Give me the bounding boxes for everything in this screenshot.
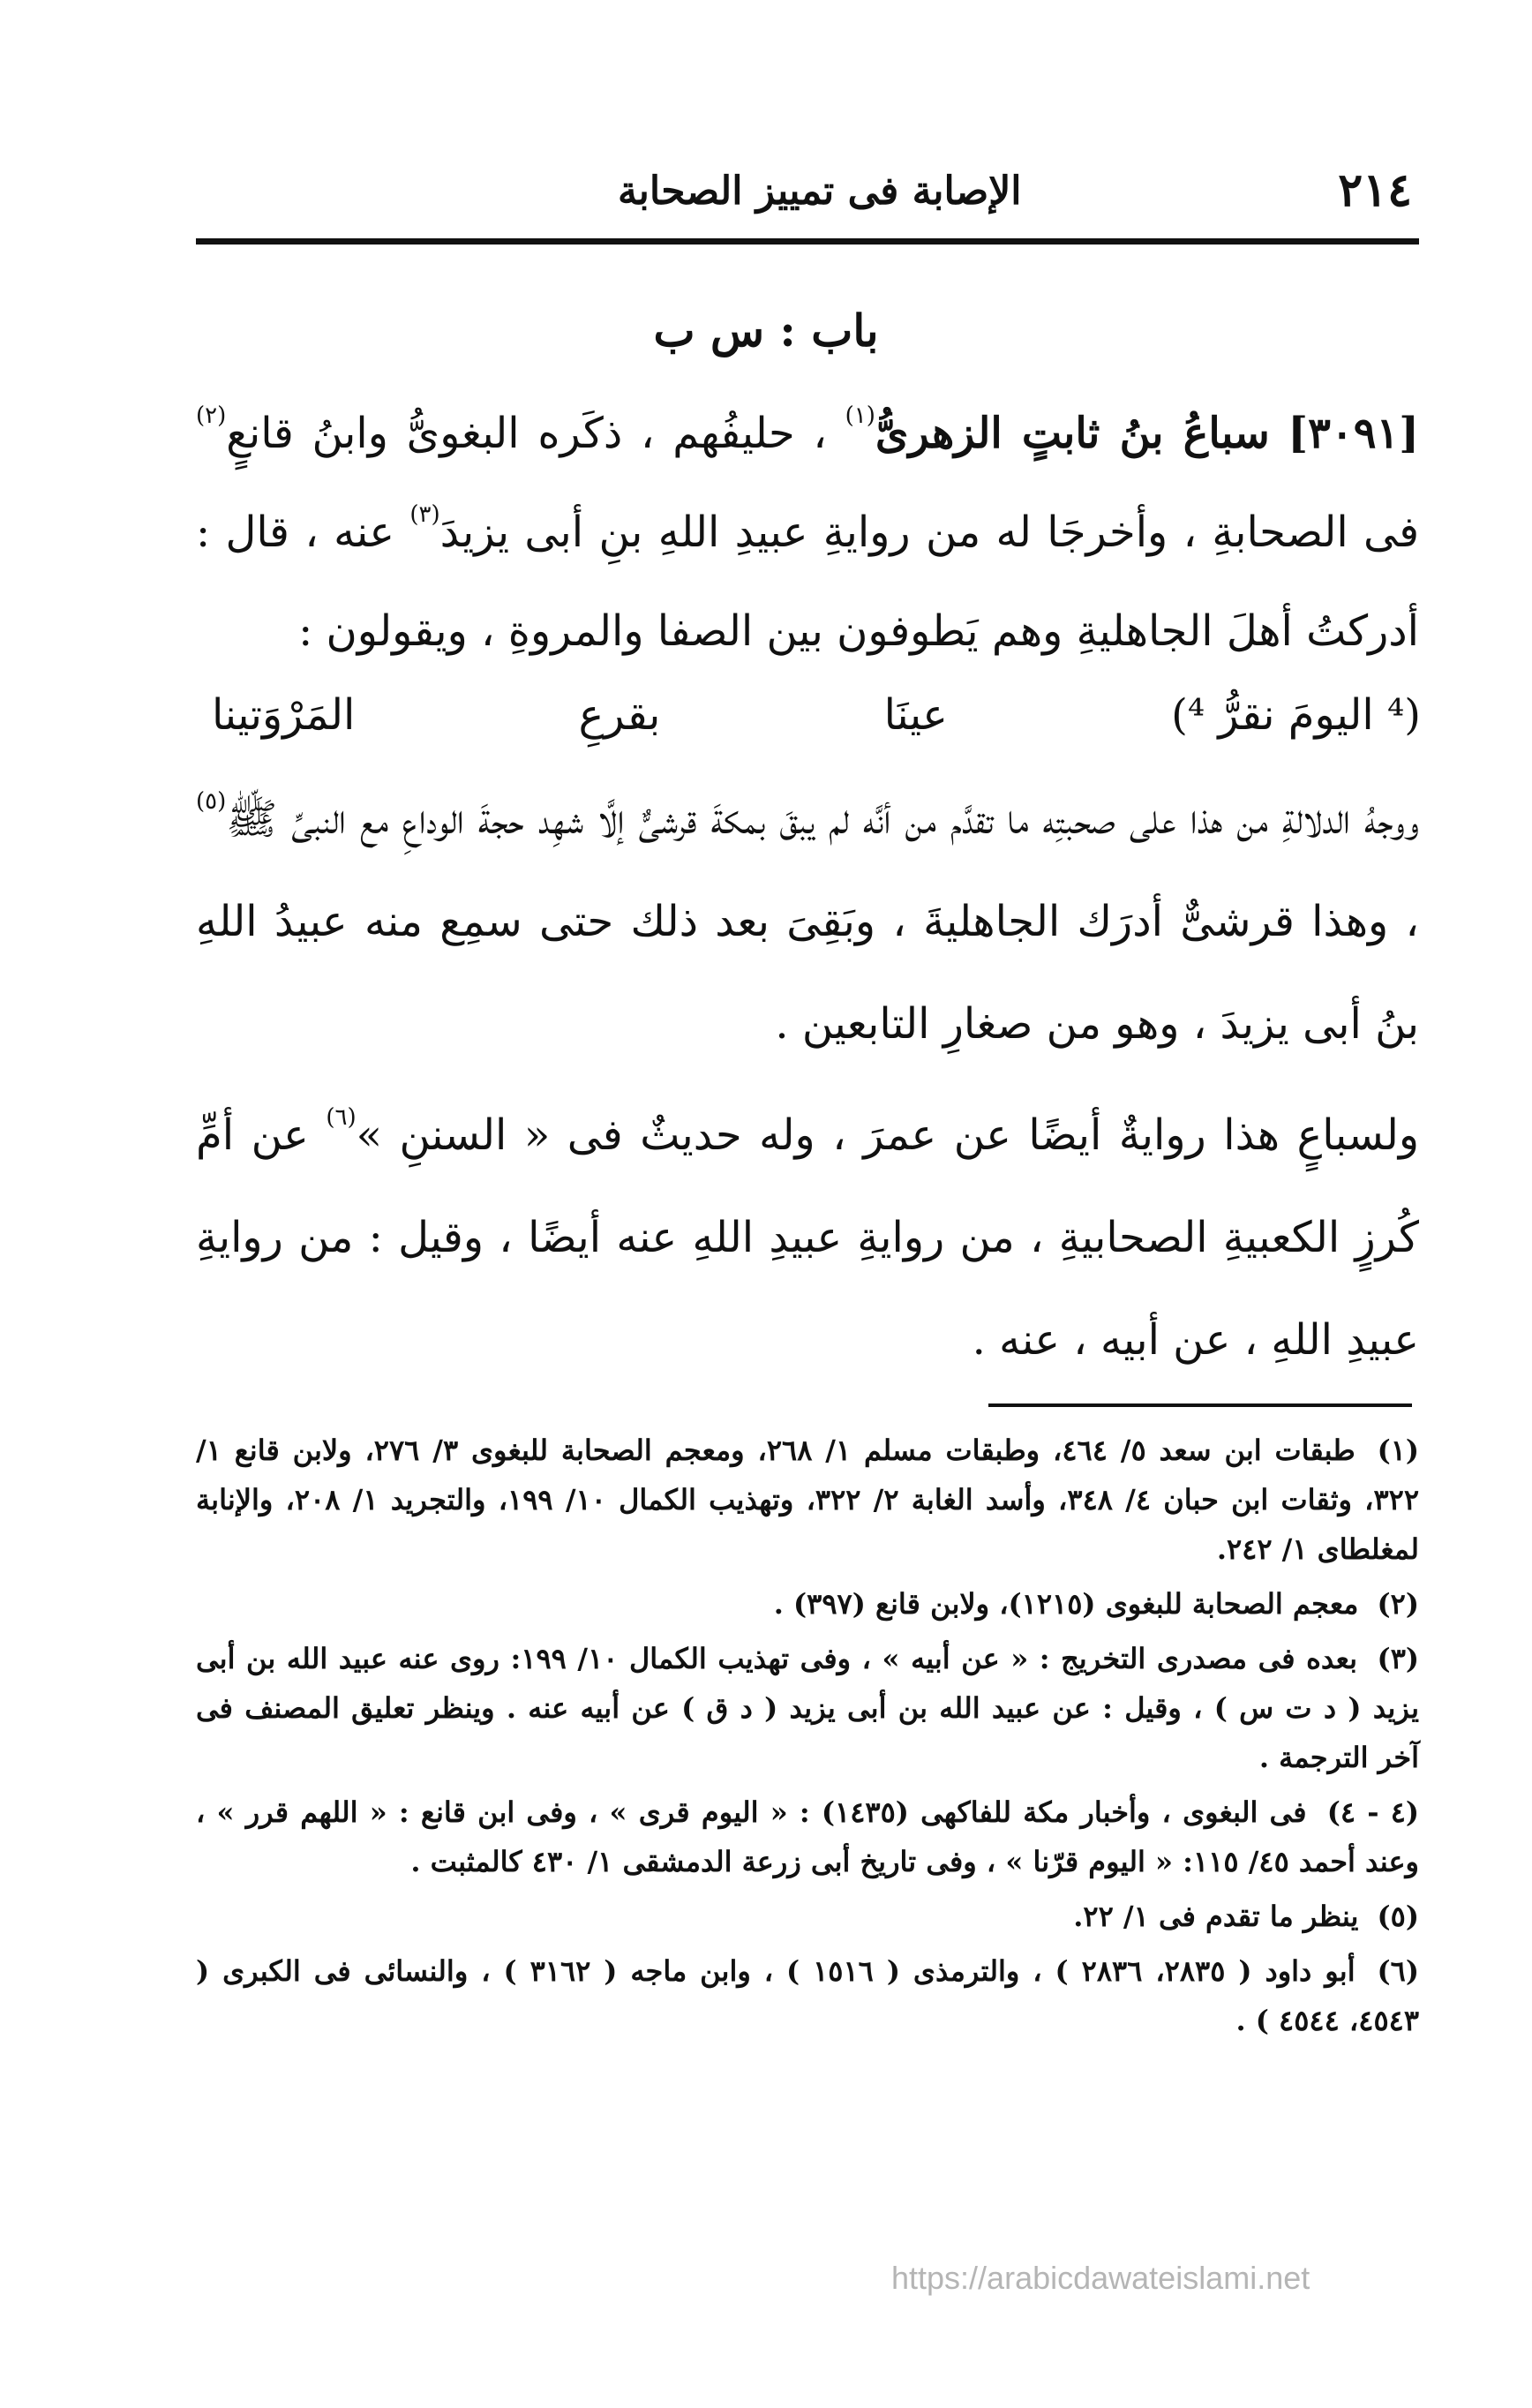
verse-part: بقرعِ [578,690,661,740]
entry-name: سباعُ بنُ ثابتٍ الزهرىُّ [875,409,1270,458]
paragraph-text: ووجهُ الدلالةِ من هذا على صحبتِه ما تقدَّم من أنَّه لم يبقَ بمكةَ قرشىٌّ إلَّا شهِد حجةَ الوداعِ مع النبىِّ ﷺ [226,794,1419,844]
footnote-text: فى البغوى ، وأخبار مكة للفاكهى (١٤٣٥) : « اليوم قرى » ، وفى ابن قانع : « اللهم قرر » ، وعند أحمد ٤٥/ ١١٥: « اليوم قرّنا » ، وفى تاريخ أبى زرعة الدمشقى ١/ ٤٣٠ كالمثبت . [196,1795,1419,1878]
footnotes [196,1426,1419,2051]
footnote-mark: (٢) [1377,1587,1419,1621]
running-head [194,163,1412,234]
footnote [196,1946,1419,2045]
footnote [196,1787,1419,1886]
footnote-mark: (١) [1377,1434,1420,1467]
paragraph-text: ولسباعٍ هذا روايةٌ أيضًا عن عمرَ ، وله حديثٌ فى « السننِ » [356,1110,1419,1160]
entry-paragraph [196,384,1419,681]
footnote-text: أبو داود ( ٢٨٣٥، ٢٨٣٦ ) ، والترمذى ( ١٥١٦ ) ، وابن ماجه ( ٣١٦٢ ) ، والنسائى فى الكبرى ( ٤٥٤٣، ٤٥٤٤ ) . [196,1954,1419,2037]
footnote [196,1892,1419,1941]
body-paragraphs [196,768,1419,1400]
footnote-mark: (٦) [1377,1954,1419,1988]
footnote [196,1634,1419,1782]
verse-part: (⁴ اليومَ نقرُّ ⁴) [1171,690,1421,740]
watermark-url: https://arabicdawateislami.net [891,2260,1310,2296]
verse-part: المَرْوَتينا [212,690,356,740]
footnote-mark: (٣) [1377,1642,1420,1675]
footnote [196,1579,1419,1629]
entry-text: عنه ، قال : أدركتُ أهلَ الجاهليةِ وهم يَطوفون بين الصفا والمروةِ ، ويقولون : [196,508,1419,656]
footnote-mark: (٥) [1377,1900,1419,1933]
footnote-ref-2: (٢) [196,403,227,429]
entry-text: فى الصحابةِ ، وأخرجَا له من روايةِ عبيدِ اللهِ بنِ أبى يزيدَ [439,508,1420,557]
footnote-ref-1: (١) [845,403,875,429]
entry-number: [٣٠٩١] [1288,409,1419,458]
footnote-text: معجم الصحابة للبغوى (١٢١٥)، ولابن قانع (٣٩٧) . [773,1587,1359,1621]
footnote-mark: (٤ - ٤) [1326,1795,1420,1829]
footnote-ref-3: (٣) [409,501,440,528]
footnote-ref-6: (٦) [326,1104,357,1131]
paragraph-text: عن أمِّ كُرزٍ الكعبيةِ الصحابيةِ ، من روايةِ عبيدِ اللهِ عنه أيضًا ، وقيل : من روايةِ عبيدِ اللهِ ، عن أبيه ، عنه . [196,1110,1419,1365]
footnote-rule [988,1403,1412,1407]
page-number: ٢١٤ [1338,163,1412,217]
paragraph [196,768,1419,1075]
footnote-text: طبقات ابن سعد ٥/ ٤٦٤، وطبقات مسلم ١/ ٢٦٨، ومعجم الصحابة للبغوى ٣/ ٢٧٦، ولابن قانع ١/ ٣٢٢، وثقات ابن حبان ٤/ ٣٤٨، وأسد الغابة ٢/ ٣٢٢، وتهذيب الكمال ١٠/ ١٩٩، والتجريد ١/ ٢٠٨، والإنابة لمغلطاى ١/ ٢٤٢. [196,1434,1420,1566]
section-heading: باب : س ب [653,305,879,357]
book-title: الإصابة فى تمييز الصحابة [618,169,1022,214]
paragraph-text: ، وهذا قرشىٌّ أدرَك الجاهليةَ ، وبَقِىَ بعد ذلك حتى سمِع منه عبيدُ اللهِ بنُ أبى يزيدَ ، وهو من صغارِ التابعين . [196,897,1419,1049]
paragraph [196,1084,1419,1391]
footnote-text: بعده فى مصدرى التخريج : « عن أبيه » ، وفى تهذيب الكمال ١٠/ ١٩٩: روى عنه عبيد الله بن أبى يزيد ( د ت س ) ، وقيل : عن عبيد الله بن أبى يزيد ( د ق ) عن أبيه عنه . وينظر تعليق المصنف فى آخر الترجمة . [196,1642,1419,1774]
footnote-ref-5: (٥) [196,788,227,815]
verse-part: عينَا [883,690,948,740]
footnote [196,1426,1419,1574]
footnote-text: ينظر ما تقدم فى ١/ ٢٢. [1073,1900,1359,1933]
header-rule [196,238,1419,245]
entry-text: ، حليفُهم ، ذكَره البغوىُّ وابنُ قانعٍ [226,409,827,458]
verse-line [212,671,1421,759]
